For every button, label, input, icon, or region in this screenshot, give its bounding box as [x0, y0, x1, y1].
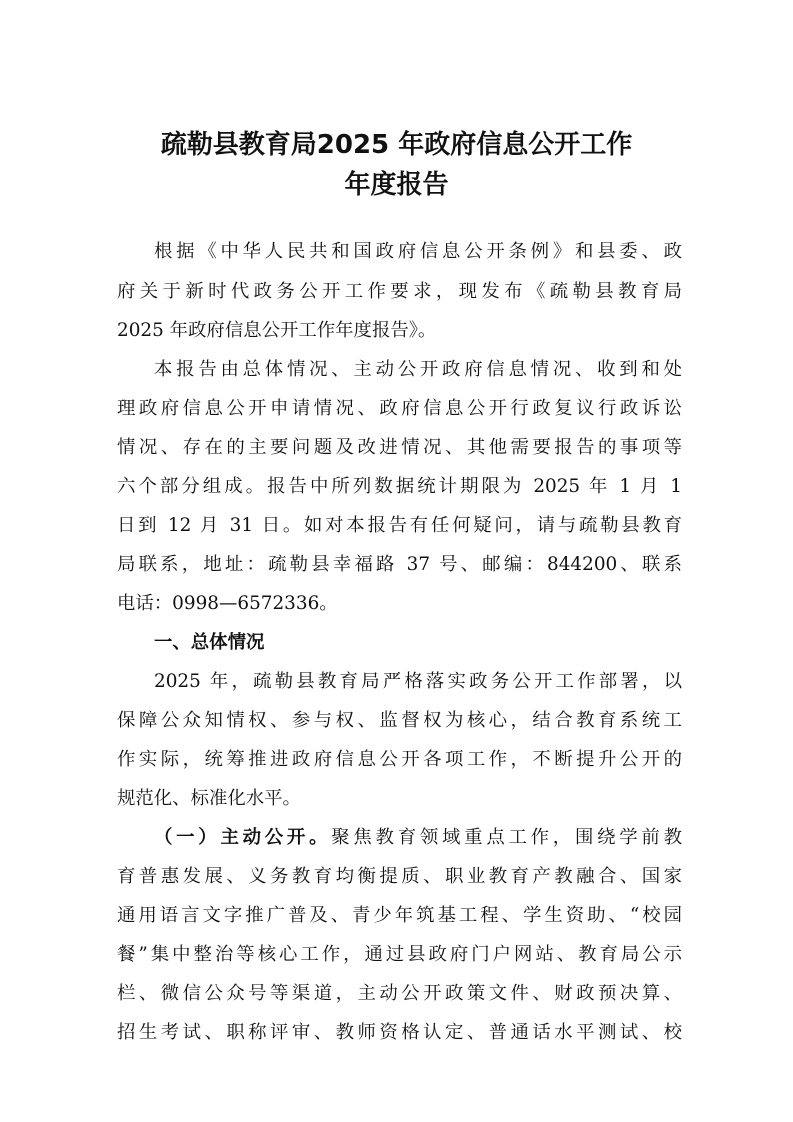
subsection-1-line-2: 育普惠发展、义务教育均衡提质、职业教育产教融合、国家 — [117, 866, 682, 887]
section-1-p1-line-4: 规范化、标准化水平。 — [117, 788, 301, 809]
report-title-line-2: 年度报告 — [344, 170, 449, 200]
section-1-p1-line-3: 作实际，统筹推进政府信息公开各项工作，不断提升公开的 — [117, 749, 682, 770]
intro-p2-line-3: 情况、存在的主要问题及改进情况、其他需要报告的事项等 — [117, 437, 682, 458]
section-1-heading: 一、总体情况 — [154, 632, 265, 653]
intro-p2-line-6: 局联系，地址：疏勒县幸福路 37 号、邮编：844200、联系 — [117, 554, 682, 575]
intro-p2-line-7: 电话：0998—6572336。 — [117, 593, 338, 614]
intro-p1-line-1: 根据《中华人民共和国政府信息公开条例》和县委、政 — [154, 241, 682, 262]
subsection-1-first-line — [154, 825, 682, 851]
subsection-1-line-5: 栏、微信公众号等渠道，主动公开政策文件、财政预决算、 — [117, 983, 682, 1004]
section-1-p1-line-2: 保障公众知情权、参与权、监督权为核心，结合教育系统工 — [117, 710, 682, 731]
report-title-line-1: 疏勒县教育局2025 年政府信息公开工作 — [160, 130, 633, 160]
subsection-1-line-4: 餐”集中整治等核心工作，通过县政府门户网站、教育局公示 — [117, 944, 682, 965]
subsection-1-line-3: 通用语言文字推广普及、青少年筑基工程、学生资助、“校园 — [117, 905, 682, 926]
intro-p2-line-1: 本报告由总体情况、主动公开政府信息情况、收到和处 — [154, 359, 682, 380]
section-1-p1-line-1: 2025 年，疏勒县教育局严格落实政务公开工作部署，以 — [154, 671, 682, 692]
subsection-1-line-6: 招生考试、职称评审、教师资格认定、普通话水平测试、校 — [117, 1022, 682, 1043]
subsection-1-label: （一）主动公开。 — [154, 827, 332, 848]
intro-p2-line-4: 六个部分组成。报告中所列数据统计期限为 2025 年 1 月 1 — [117, 476, 682, 497]
subsection-1-first-line-text: 聚焦教育领域重点工作，围绕学前教 — [331, 827, 682, 848]
intro-p1-line-2: 府关于新时代政务公开工作要求，现发布《疏勒县教育局 — [117, 281, 682, 302]
intro-p2-line-5: 日到 12 月 31 日。如对本报告有任何疑问，请与疏勒县教育 — [117, 515, 682, 536]
intro-p1-line-3: 2025 年政府信息公开工作年度报告》。 — [117, 320, 437, 341]
intro-p2-line-2: 理政府信息公开申请情况、政府信息公开行政复议行政诉讼 — [117, 398, 682, 419]
